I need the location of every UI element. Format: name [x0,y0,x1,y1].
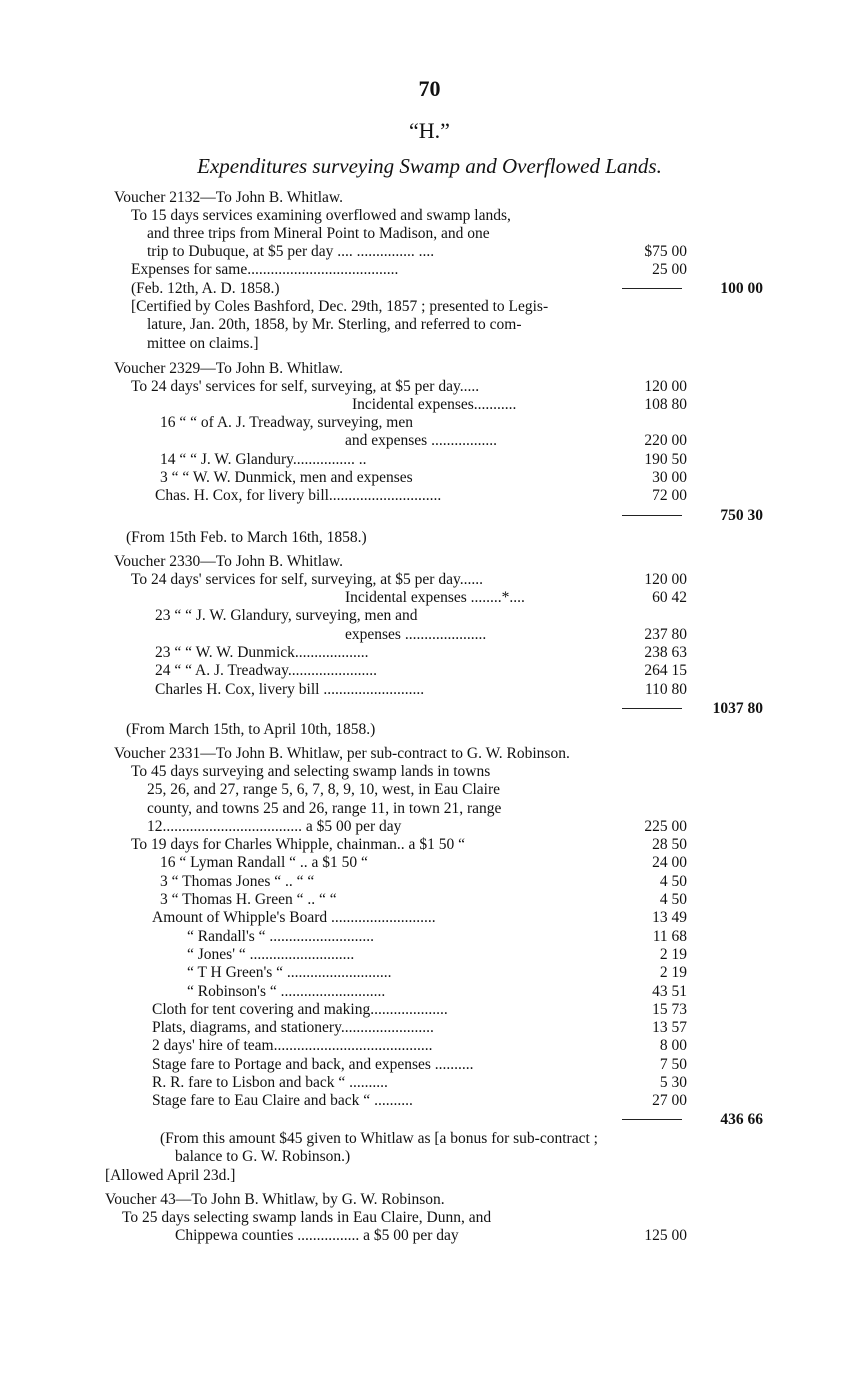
ledger-line-text: 25, 26, and 27, range 5, 6, 7, 8, 9, 10, west, in Eau Claire [147,781,500,798]
ledger-line-text: 23 “ “ J. W. Glandury, surveying, men and [155,607,418,624]
ledger-line-amount: 190 50 [644,451,687,468]
ledger-line-text: Incidental expenses ........*.... [345,589,525,606]
ledger-line-amount: 237 80 [644,626,687,643]
ledger-line-text: To 15 days services examining overflowed and swamp lands, [131,207,511,224]
ledger-line-text: mittee on claims.] [147,335,259,352]
ledger-line-amount: 220 00 [644,432,687,449]
ledger-line-amount: 110 80 [644,681,687,698]
ledger-line-text: 12.................................... a $5 00 per day [147,818,402,835]
ledger-line-text: Cloth for tent covering and making.................... [152,1001,448,1018]
section-heading: “H.” [409,118,450,143]
ledger-line-text: Chas. H. Cox, for livery bill............................. [155,487,442,504]
ledger-line-text: To 45 days surveying and selecting swamp lands in towns [131,763,491,780]
ledger-line-text: and three trips from Mineral Point to Madison, and one [147,225,490,242]
ledger-line-text: (From March 15th, to April 10th, 1858.) [126,721,376,738]
ledger-line-amount: 27 00 [652,1092,687,1109]
ledger-line-text: Stage fare to Portage and back, and expenses .......... [152,1056,474,1073]
ledger-line-total: 436 66 [720,1111,763,1128]
ledger-line-amount: 11 68 [652,928,687,945]
ledger-line-amount: 13 57 [652,1019,687,1036]
ledger-line-amount: 7 50 [659,1056,687,1073]
ledger-line-text: Amount of Whipple's Board ........................... [152,909,436,926]
ledger-line-amount: 125 00 [644,1227,687,1244]
ledger-line-amount: 30 00 [652,469,687,486]
ledger-line-text: Charles H. Cox, livery bill .......................... [155,681,425,698]
ledger-line-amount: 238 63 [644,644,687,661]
ledger-line-text: Plats, diagrams, and stationery........................ [152,1019,434,1036]
ledger-line-text: Chippewa counties ................ a $5 00 per day [175,1227,459,1244]
subtotal-rule [622,708,682,709]
ledger-line-text: To 24 days' services for self, surveying, at $5 per day..... [131,378,480,395]
ledger-line-text: trip to Dubuque, at $5 per day .... ............... .... [147,243,435,260]
ledger-line-text: 3 “ Thomas Jones “ .. “ “ [160,873,315,890]
ledger-line-text: “ T H Green's “ ........................... [187,964,392,981]
ledger-line-text: To 19 days for Charles Whipple, chainman.. a $1 50 “ [131,836,465,853]
ledger-line-text: 3 “ Thomas H. Green “ .. “ “ [160,891,337,908]
ledger-line-amount: 72 00 [652,487,687,504]
ledger-line-amount: 225 00 [644,818,687,835]
ledger-line-amount: 4 50 [659,891,687,908]
ledger-line-text: Expenses for same....................................... [131,261,399,278]
ledger-line-text: (From 15th Feb. to March 16th, 1858.) [126,529,367,546]
ledger-line-total: 1037 80 [712,700,763,717]
ledger-line-amount: 15 73 [652,1001,687,1018]
ledger-line-amount: 120 00 [644,571,687,588]
ledger-line-text: expenses ..................... [345,626,487,643]
ledger-line-amount: 28 50 [652,836,687,853]
ledger-line-total: 100 00 [720,280,763,297]
ledger-line-text: Stage fare to Eau Claire and back “ .......... [152,1092,413,1109]
ledger-line-text: 16 “ “ of A. J. Treadway, surveying, men [160,414,413,431]
ledger-line-amount: 2 19 [659,946,687,963]
ledger-line-text: Voucher 43—To John B. Whitlaw, by G. W. Robinson. [105,1191,445,1208]
ledger-line-text: Voucher 2329—To John B. Whitlaw. [114,360,343,377]
ledger-line-text: Voucher 2330—To John B. Whitlaw. [114,553,343,570]
ledger-line-amount: 5 30 [659,1074,687,1091]
ledger-line-text: 14 “ “ J. W. Glandury................ .. [160,451,367,468]
ledger-line-amount: 43 51 [652,983,687,1000]
ledger-line-amount: $75 00 [644,243,687,260]
ledger-line-amount: 4 50 [659,873,687,890]
page-number: 70 [418,76,441,101]
ledger-line-text: [Allowed April 23d.] [105,1167,236,1184]
ledger-line-amount: 25 00 [652,261,687,278]
ledger-line-text: To 24 days' services for self, surveying, at $5 per day...... [131,571,483,588]
ledger-line-amount: 13 49 [652,909,687,926]
ledger-line-amount: 8 00 [659,1037,687,1054]
ledger-line-amount: 24 00 [652,854,687,871]
ledger-line-text: Voucher 2331—To John B. Whitlaw, per sub-contract to G. W. Robinson. [114,745,570,762]
ledger-line-text: 3 “ “ W. W. Dunmick, men and expenses [160,469,413,486]
ledger-line-text: 16 “ Lyman Randall “ .. a $1 50 “ [160,854,368,871]
subtotal-rule [622,515,682,516]
ledger-line-amount: 108 80 [644,396,687,413]
ledger-line-text: “ Robinson's “ ........................... [187,983,386,1000]
ledger-line-text: (From this amount $45 given to Whitlaw as [a bonus for sub-contract ; [160,1130,598,1147]
ledger-line-amount: 120 00 [644,378,687,395]
ledger-line-text: R. R. fare to Lisbon and back “ .......... [152,1074,388,1091]
ledger-line-text: Voucher 2132—To John B. Whitlaw. [114,189,343,206]
ledger-line-text: [Certified by Coles Bashford, Dec. 29th, 1857 ; presented to Legis- [131,298,549,315]
ledger-line-text: and expenses ................. [345,432,497,449]
subtotal-rule [622,288,682,289]
ledger-line-text: “ Jones' “ ........................... [187,946,355,963]
ledger-line-text: Incidental expenses........... [352,396,517,413]
ledger-line-amount: 60 42 [652,589,687,606]
ledger-line-text: “ Randall's “ ........................... [187,928,375,945]
ledger-line-text: 24 “ “ A. J. Treadway....................... [155,662,378,679]
section-subtitle: Expenditures surveying Swamp and Overflowed Lands. [197,154,662,178]
ledger-line-text: county, and towns 25 and 26, range 11, in town 21, range [147,800,502,817]
ledger-line-text: To 25 days selecting swamp lands in Eau Claire, Dunn, and [122,1209,492,1226]
ledger-line-text: balance to G. W. Robinson.) [175,1148,351,1165]
ledger-line-text: 2 days' hire of team......................................... [152,1037,433,1054]
ledger-line-text: 23 “ “ W. W. Dunmick................... [155,644,369,661]
ledger-line-amount: 2 19 [659,964,687,981]
subtotal-rule [622,1119,682,1120]
ledger-line-text: lature, Jan. 20th, 1858, by Mr. Sterling, and referred to com- [147,316,522,333]
ledger-line-amount: 264 15 [644,662,687,679]
ledger-line-text: (Feb. 12th, A. D. 1858.) [131,280,280,297]
ledger-line-total: 750 30 [720,507,763,524]
